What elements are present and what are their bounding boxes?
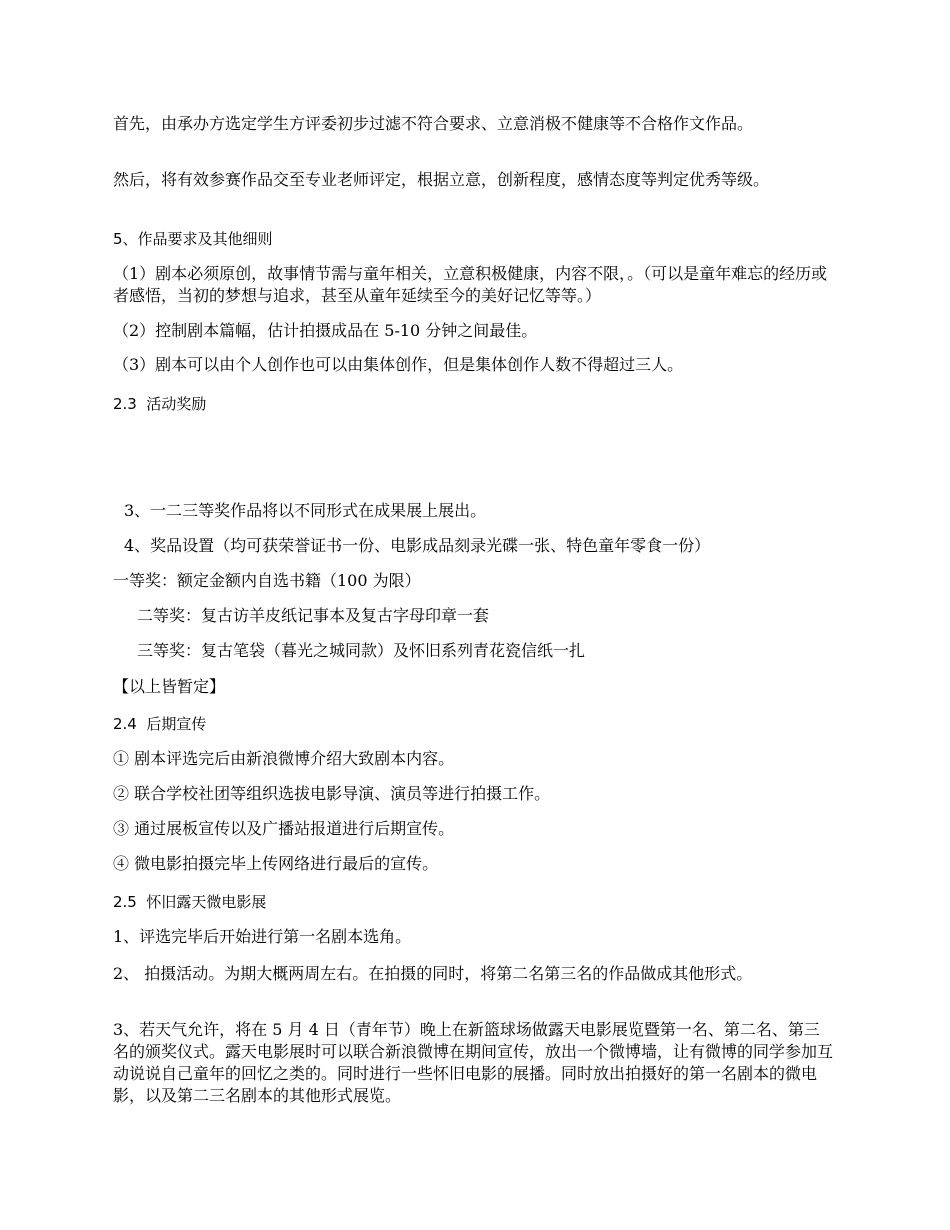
requirement-item-3: （3）剧本可以由个人创作也可以由集体创作，但是集体创作人数不得超过三人。 [113,355,684,374]
promotion-item-2: ② 联合学校社团等组织选拔电影导演、演员等进行拍摄工作。 [113,784,551,803]
requirement-item-2: （2）控制剧本篇幅，估计拍摄成品在 5-10 分钟之间最佳。 [113,321,538,340]
award-item-4: 4、奖品设置（均可获荣誉证书一份、电影成品刻录光碟一张、特色童年零食一份） [124,536,711,555]
exhibition-item-1: 1、评选完毕后开始进行第一名剧本选角。 [113,927,412,946]
exhibition-item-3: 3、若天气允许，将在 5 月 4 日（青年节）晚上在新篮球场做露天电影展览暨第一名、第二名、第三名的颁奖仪式。露天电影展时可以联合新浪微博在期间宣传，放出一个微博墙，让有微博的同学参加互动说说自己童年的回忆之类的。同时进行一些怀旧电影的展播。同时放出拍摄好的第一名剧本的微电影，以及第二三名剧本的其他形式展览。 [113,1020,834,1105]
paragraph-screening-first: 首先，由承办方选定学生方评委初步过滤不符合要求、立意消极不健康等不合格作文作品。 [113,114,754,133]
section-heading-exhibition: 2.5 怀旧露天微电影展 [113,893,267,911]
prize-third: 三等奖：复古笔袋（暮光之城同款）及怀旧系列青花瓷信纸一扎 [137,641,586,660]
promotion-item-1: ① 剧本评选完后由新浪微博介绍大致剧本内容。 [113,749,455,768]
exhibition-item-2: 2、 拍摄活动。为期大概两周左右。在拍摄的同时，将第二名第三名的作品做成其他形式。 [113,964,753,983]
award-item-3: 3、一二三等奖作品将以不同形式在成果展上展出。 [124,501,487,520]
requirement-item-1: （1）剧本必须原创，故事情节需与童年相关，立意积极健康，内容不限，。（可以是童年难忘的经历或者感悟，当初的梦想与追求，甚至从童年延续至今的美好记忆等等。） [113,264,828,305]
prize-second: 二等奖：复古访羊皮纸记事本及复古字母印章一套 [137,606,490,625]
section-heading-requirements: 5、作品要求及其他细则 [113,230,273,248]
tentative-note: 【以上皆暂定】 [113,677,226,696]
section-heading-promotion: 2.4 后期宣传 [113,715,207,733]
section-heading-awards: 2.3 活动奖励 [113,395,207,413]
promotion-item-3: ③ 通过展板宣传以及广播站报道进行后期宣传。 [113,819,455,838]
paragraph-screening-then: 然后，将有效参赛作品交至专业老师评定，根据立意，创新程度，感情态度等判定优秀等级。 [113,170,770,189]
prize-first: 一等奖：额定金额内自选书籍（100 为限） [113,571,421,590]
promotion-item-4: ④ 微电影拍摄完毕上传网络进行最后的宣传。 [113,854,439,873]
